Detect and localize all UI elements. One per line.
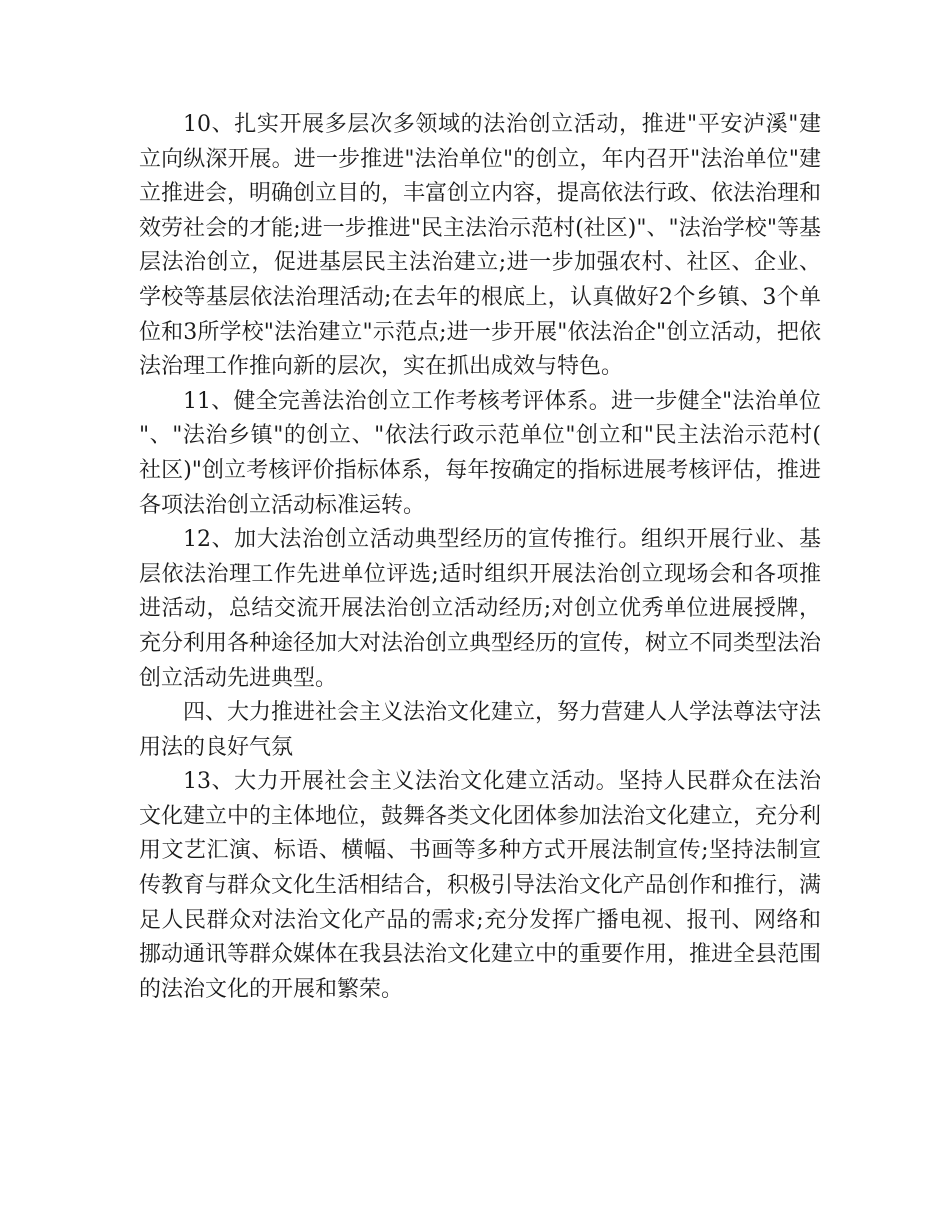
paragraph-10: 10、扎实开展多层次多领域的法治创立活动，推进"平安泸溪"建立向纵深开展。进一步推进"法治单位"的创立，年内召开"法治单位"建立推进会，明确创立目的，丰富创立内容，提高依法行政、依法治理和效劳社会的才能;进一步推进"民主法治示范村(社区)"、"法治学校"等基层法治创立，促进基层民主法治建立;进一步加强农村、社区、企业、学校等基层依法治理活动;在去年的根底上，认真做好2个乡镇、3个单位和3所学校"法治建立"示范点;进一步开展"依法治企"创立活动，把依法治理工作推向新的层次，实在抓出成效与特色。 bbox=[139, 112, 822, 380]
paragraph-13: 13、大力开展社会主义法治文化建立活动。坚持人民群众在法治文化建立中的主体地位，鼓舞各类文化团体参加法治文化建立，充分利用文艺汇演、标语、横幅、书画等多种方式开展法制宣传;坚持法制宣传教育与群众文化生活相结合，积极引导法治文化产品创作和推行，满足人民群众对法治文化产品的需求;充分发挥广播电视、报刊、网络和挪动通讯等群众媒体在我县法治文化建立中的重要作用，推进全县范围的法治文化的开展和繁荣。 bbox=[139, 769, 822, 1002]
paragraph-12: 12、加大法治创立活动典型经历的宣传推行。组织开展行业、基层依法治理工作先进单位评选;适时组织开展法治创立现场会和各项推进活动，总结交流开展法治创立活动经历;对创立优秀单位进展授牌，充分利用各种途径加大对法治创立典型经历的宣传，树立不同类型法治创立活动先进典型。 bbox=[139, 527, 822, 691]
section-heading-4: 四、大力推进社会主义法治文化建立，努力营建人人学法尊法守法用法的良好气氛 bbox=[139, 700, 822, 760]
paragraph-11: 11、健全完善法治创立工作考核考评体系。进一步健全"法治单位"、"法治乡镇"的创立、"依法行政示范单位"创立和"民主法治示范村(社区)"创立考核评价指标体系，每年按确定的指标进展考核评估，推进各项法治创立活动标准运转。 bbox=[139, 388, 821, 518]
document-body bbox=[139, 108, 821, 1007]
